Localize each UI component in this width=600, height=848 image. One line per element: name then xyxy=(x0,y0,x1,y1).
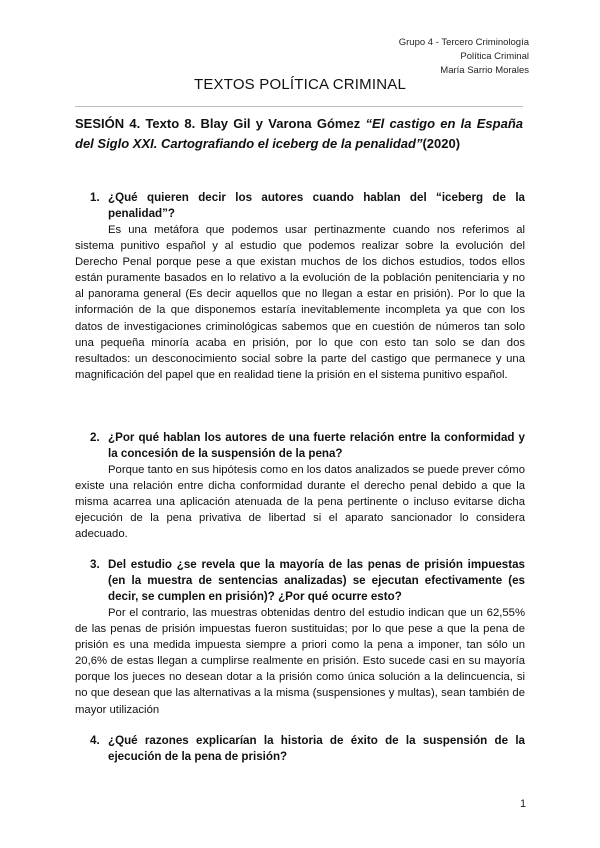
session-heading xyxy=(75,114,523,154)
answer-1: Es una metáfora que podemos usar pertinazmente cuando nos referimos al sistema punitivo español y al estudio que podemos realizar sobre la evolución del Derecho Penal porque pese a que existan muchos de los dichos estudios, todos ellos están puramente basados en lo relativo a la evolución de la población penitenciaria y no al panorama general (Es decir aquellos que no llegan a estar en prisión). Por lo que la información de la que disponemos estaría inevitablemente incompleta ya que con los datos de investigaciones criminológicas sabemos que en cuestión de números tan solo una pequeña minoría acaba en prisión, por lo que con esto tan solo se dan dos resultados: un desconocimiento social sobre la parte del castigo que permanece y una magnificación del papel que en realidad tiene la prisión en el sistema punitivo español. xyxy=(75,224,525,381)
title-divider xyxy=(75,106,523,107)
session-prefix: SESIÓN 4. Texto 8. Blay Gil y Varona Gómez xyxy=(75,116,366,131)
answer-2: Porque tanto en sus hipótesis como en los datos analizados se puede prever cómo existe una relación entre dicha conformidad durante el derecho penal debido a que la misma acarrea una aplicación atenuada de la pena pertinente o incluso evitarse dicha ejecución de la pena privativa de libertad si el aparato sancionador lo considera adecuado. xyxy=(75,464,525,541)
question-number: 2. xyxy=(90,431,100,444)
header-group-line: Grupo 4 - Tercero Criminología xyxy=(398,37,529,48)
page-number: 1 xyxy=(520,798,527,810)
question-text: Del estudio ¿se revela que la mayoría de las penas de prisión impuestas (en la muestra de sentencias analizadas) se ejecutan efectivamente (es decir, se cumplen en prisión)? ¿Por qué ocurre esto? xyxy=(108,558,525,603)
question-text: ¿Por qué hablan los autores de una fuerte relación entre la conformidad y la concesión de la suspensión de la pena? xyxy=(108,431,525,460)
question-number: 3. xyxy=(90,558,100,571)
question-3 xyxy=(90,557,525,605)
question-number: 1. xyxy=(90,191,100,204)
question-text: ¿Qué quieren decir los autores cuando hablan del “iceberg de la penalidad”? xyxy=(108,191,525,220)
header-subject-line: Política Criminal xyxy=(460,51,529,62)
question-2 xyxy=(90,430,525,462)
document-title: TEXTOS POLÍTICA CRIMINAL xyxy=(193,76,407,93)
question-number: 4. xyxy=(90,734,100,747)
document-header xyxy=(399,36,529,78)
session-year: (2020) xyxy=(422,136,461,151)
session-text-title: “El castigo en la España del Siglo XXI. Cartografiando el iceberg de la penalidad” xyxy=(75,116,524,151)
question-1 xyxy=(90,190,525,222)
answer-3: Por el contrario, las muestras obtenidas dentro del estudio indican que un 62,55% de las penas de prisión impuestas fueron sustituidas; por lo que pese a que la pena de prisión es una medida impuesta siempre a priori como la pena a imponer, tan sólo un 20,6% de estas llegan a cumplirse realmente en prisión. Esto sucede casi en su mayoría porque los jueces no desean dotar a la prisión como única solución a la delincuencia, si no que desean que las alternativas a la misma (suspensiones y multas), sean también de mayor utilización xyxy=(75,607,525,716)
question-4 xyxy=(90,733,525,765)
question-text: ¿Qué razones explicarían la historia de éxito de la suspensión de la ejecución de la pena de prisión? xyxy=(108,734,525,763)
header-author-line: María Sarrio Morales xyxy=(440,65,529,76)
